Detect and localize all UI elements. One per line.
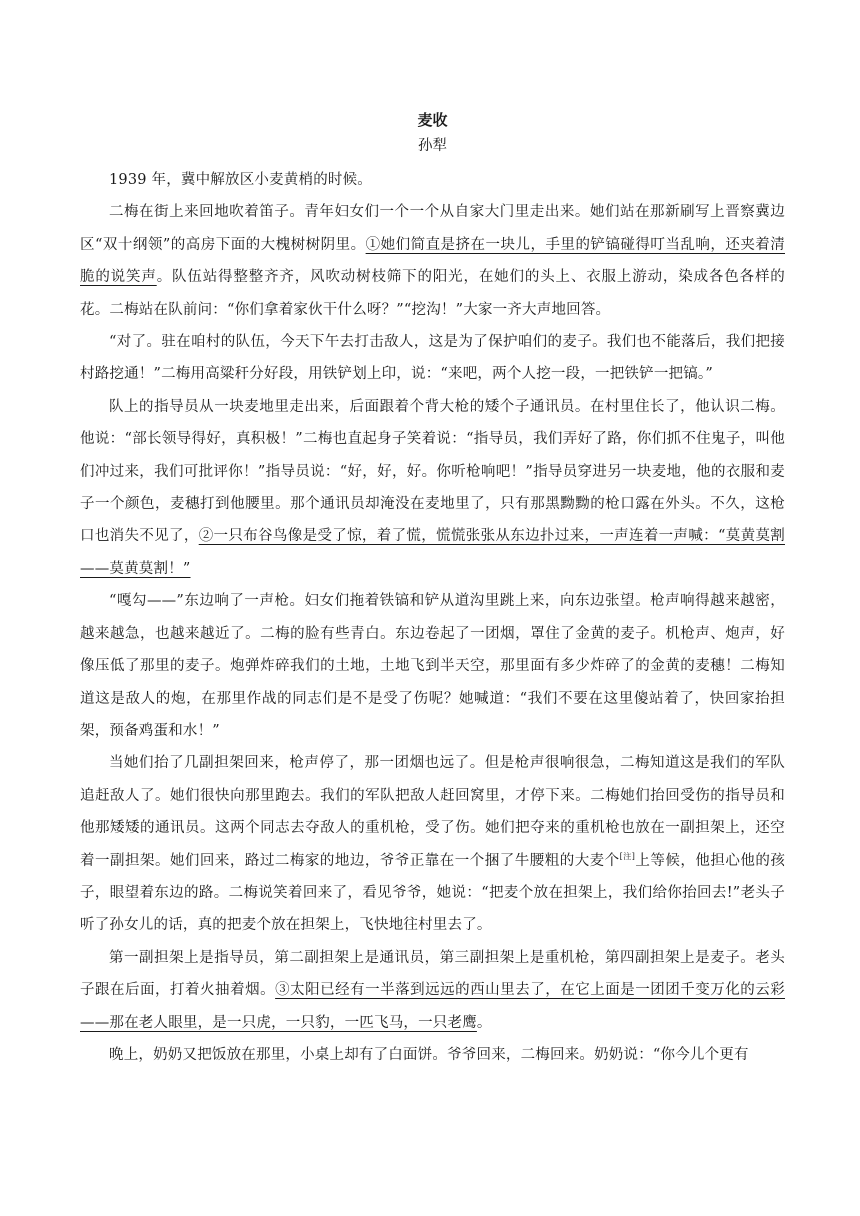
paragraph-8: 晚上，奶奶又把饭放在那里，小桌上却有了白面饼。爷爷回来，二梅回来。奶奶说：“你今儿个更有 bbox=[109, 1046, 749, 1063]
paragraph-3: “对了。驻在咱村的队伍，今天下午去打击敌人，这是为了保护咱们的麦子。我们也不能落后，我们把接村路挖通！”二梅用高粱秆分好段，用铁铲划上印，说：“来吧，两个人挖一段，一把铁铲一把镐。” bbox=[80, 334, 785, 383]
footnote-marker: [注] bbox=[619, 851, 636, 861]
paragraph-7 bbox=[80, 942, 785, 1039]
paragraph-2-text-b: 。队伍站得整整齐齐，风吹动树枝筛下的阳光，在她们的头上、衣服上游动，染成各色各样的花。二梅站在队前问：“你们拿着家伙干什么呀？”“挖沟！”大家一齐大声地回答。 bbox=[80, 269, 785, 318]
paragraph-2 bbox=[80, 196, 785, 326]
paragraph-7-text-a: 第一副担架上是指导员，第二副担架上是通讯员，第三副担架上是重机枪，第四副担架上是麦子。老头子跟在后面，打着火抽着烟。 bbox=[80, 949, 785, 999]
paragraph-6-text-b: 上等候，他担心他的孩子，眼望着东边的路。二梅说笑着回来了，看见爷爷，她说：“把麦个放在担架上，我们给你抬回去!”老头子听了孙女儿的话，真的把麦个放在担架上，飞快地往村里去了。 bbox=[80, 852, 786, 934]
paragraph-6-text-a: 当她们抬了几副担架回来，枪声停了，那一团烟也远了。但是枪声很响很急，二梅知道这是我们的军队追赶敌人了。她们很快向那里跑去。我们的军队把敌人赶回窝里，才停下来。二梅她们抬回受伤的指导员和他那矮矮的通讯员。这两个同志去夺敌人的重机枪，受了伤。她们把夺来的重机枪也放在一副担架上，还空着一副担架。她们回来，路过二梅家的地边，爷爷正靠在一个捆了牛腰粗的大麦个 bbox=[80, 755, 785, 869]
paragraph-4-text-a: 队上的指导员从一块麦地里走出来，后面跟着个背大枪的矮个子通讯员。在村里住长了，他认识二梅。他说：“部长领导得好，真积极！”二梅也直起身子笑着说：“指导员，我们弄好了路，你们抓不住鬼子，叫他们冲过来，我们可批评你！”指导员说：“好，好，好。你听枪响吧！”指导员穿进另一块麦地，他的衣服和麦子一个颜色，麦穗打到他腰里。那个通讯员却淹没在麦地里了，只有那黑黝黝的枪口露在外头。不久，这枪口也消失不见了， bbox=[80, 398, 785, 545]
underlined-sentence-1: ①她们简直是挤在一块儿，手里的铲镐碰得叮当乱响，还夹着清脆的说笑声 bbox=[80, 236, 785, 286]
paragraph-7-text-b: 。 bbox=[476, 1014, 492, 1031]
article-author: 孙犁 bbox=[418, 138, 447, 154]
article-title: 麦收 bbox=[417, 111, 448, 129]
paragraph-6 bbox=[80, 747, 785, 941]
paragraph-1: 1939 年，冀中解放区小麦黄梢的时候。 bbox=[109, 172, 373, 188]
document-page bbox=[80, 108, 785, 1071]
underlined-sentence-3: ③太阳已经有一半落到远远的西山里去了，在它上面是一团团千变万化的云彩——那在老人眼里，是一只虎，一只豹，一匹飞马，一只老鹰 bbox=[80, 982, 786, 1031]
paragraph-5: “嘎勾——”东边响了一声枪。妇女们拖着铁镐和铲从道沟里跳上来，向东边张望。枪声响得越来越密，越来越急，也越来越近了。二梅的脸有些青白。东边卷起了一团烟，罩住了金黄的麦子。机枪声、炮声，好像压低了那里的麦子。炮弹炸碎我们的土地，土地飞到半天空，那里面有多少炸碎了的金黄的麦穗！二梅知道这是敌人的炮，在那里作战的同志们是不是受了伤呢？她喊道：“我们不要在这里傻站着了，快回家抬担架，预备鸡蛋和水！” bbox=[80, 593, 785, 739]
paragraph-2-text-a: 二梅在街上来回地吹着笛子。青年妇女们一个一个从自家大门里走出来。她们站在那新刷写上晋察冀边区“双十纲领”的高房下面的大槐树树阴里。 bbox=[80, 204, 785, 253]
underlined-sentence-2: ②一只布谷鸟像是受了惊，着了慌，慌慌张张从东边扑过来，一声连着一声喊：“莫黄莫割——莫黄莫割！” bbox=[80, 528, 785, 577]
paragraph-4 bbox=[80, 391, 785, 585]
